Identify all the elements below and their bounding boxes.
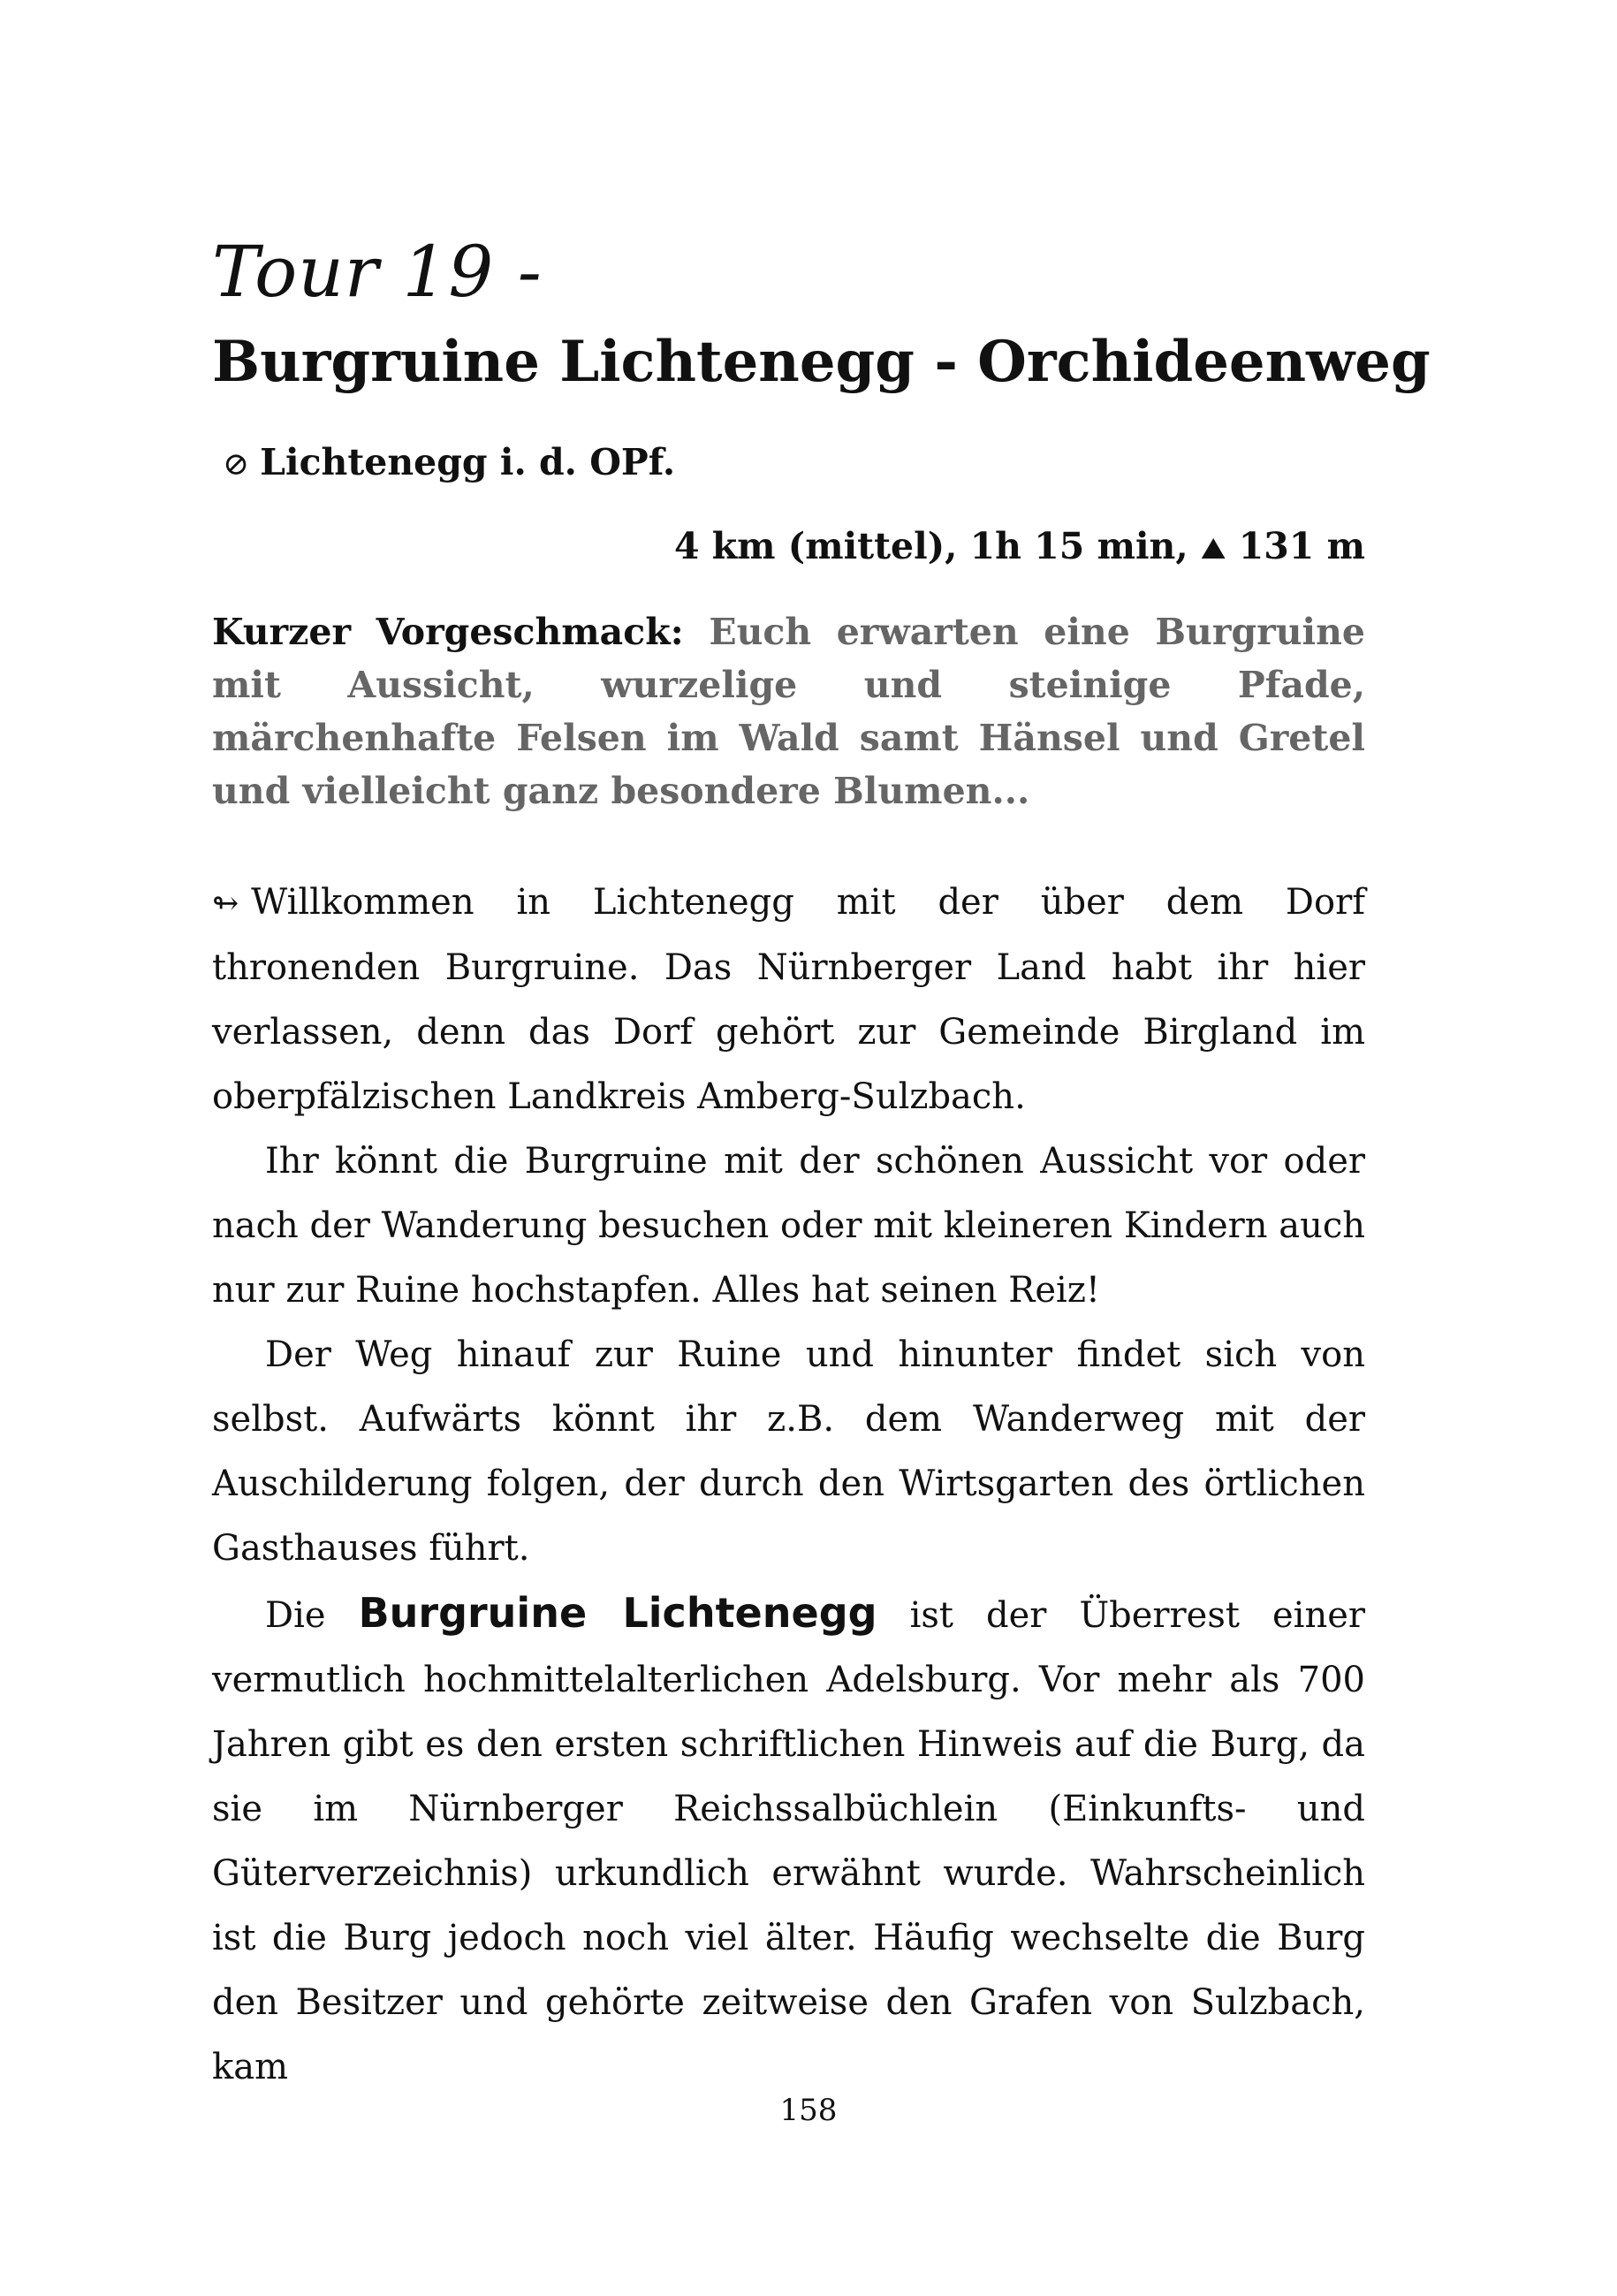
trail-marker-icon: ↬ <box>212 886 239 922</box>
tour-stats-elevation: 131 m <box>1238 525 1365 567</box>
teaser-label: Kurzer Vorgeschmack: <box>212 611 684 653</box>
body-paragraph-1-text: Willkommen in Lichtenegg mit der über dem Dorf thronenden Burgruine. Das Nürnberger Land habt ihr hier verlassen, denn das Dorf gehört zur Gemeinde Birgland im oberpfälzischen Landkreis Amberg-Sulzbach. <box>212 882 1365 1117</box>
start-location-text: Lichtenegg i. d. OPf. <box>260 441 676 483</box>
body-paragraph-2: Ihr könnt die Burgruine mit der schönen Aussicht vor oder nach der Wanderung besuchen oder mit kleineren Kindern auch nur zur Ruine hochstapfen. Alles hat seinen Reiz! <box>212 1141 1365 1311</box>
body-text <box>212 871 1365 2100</box>
tour-number-heading: Tour 19 - <box>212 231 543 313</box>
tour-stats-summary: 4 km (mittel), 1h 15 min, <box>673 525 1188 567</box>
tour-stats <box>212 521 1365 574</box>
highlighted-landmark: Burgruine Lichtenegg <box>358 1589 877 1637</box>
body-paragraph-1 <box>212 871 1365 1129</box>
body-paragraph-4-prefix: Die <box>265 1595 326 1636</box>
page-number: 158 <box>779 2093 838 2128</box>
teaser-text: Euch erwarten eine Burgruine mit Aussicht, wurzelige und steinige Pfade, märchenhafte Felsen im Wald samt Hänsel und Gretel und vielleicht ganz besondere Blumen... <box>212 611 1366 812</box>
teaser-paragraph <box>212 605 1365 817</box>
body-paragraph-4 <box>212 1581 1365 2100</box>
elevation-icon: ⛰ <box>1200 531 1226 566</box>
body-paragraph-3: Der Weg hinauf zur Ruine und hinunter findet sich von selbst. Aufwärts könnt ihr z.B. dem Wanderweg mit der Auschilderung folgen, der durch den Wirtsgarten des örtlichen Gasthauses führt. <box>212 1334 1365 1569</box>
start-location <box>223 437 1376 490</box>
tour-title: Burgruine Lichtenegg - Orchideenweg <box>212 329 1431 395</box>
body-paragraph-4-text: ist der Überrest einer vermutlich hochmittelalterlichen Adelsburg. Vor mehr als 700 Jahren gibt es den ersten schriftlichen Hinweis auf die Burg, da sie im Nürnberger Reichssalbüchlein (Einkunfts- und Güterverzeichnis) urkundlich erwähnt wurde. Wahrscheinlich ist die Burg jedoch noch viel älter. Häufig wechselte die Burg den Besitzer und gehörte zeitweise den Grafen von Sulzbach, kam <box>212 1595 1365 2087</box>
start-point-icon: ⊘ <box>223 446 250 483</box>
